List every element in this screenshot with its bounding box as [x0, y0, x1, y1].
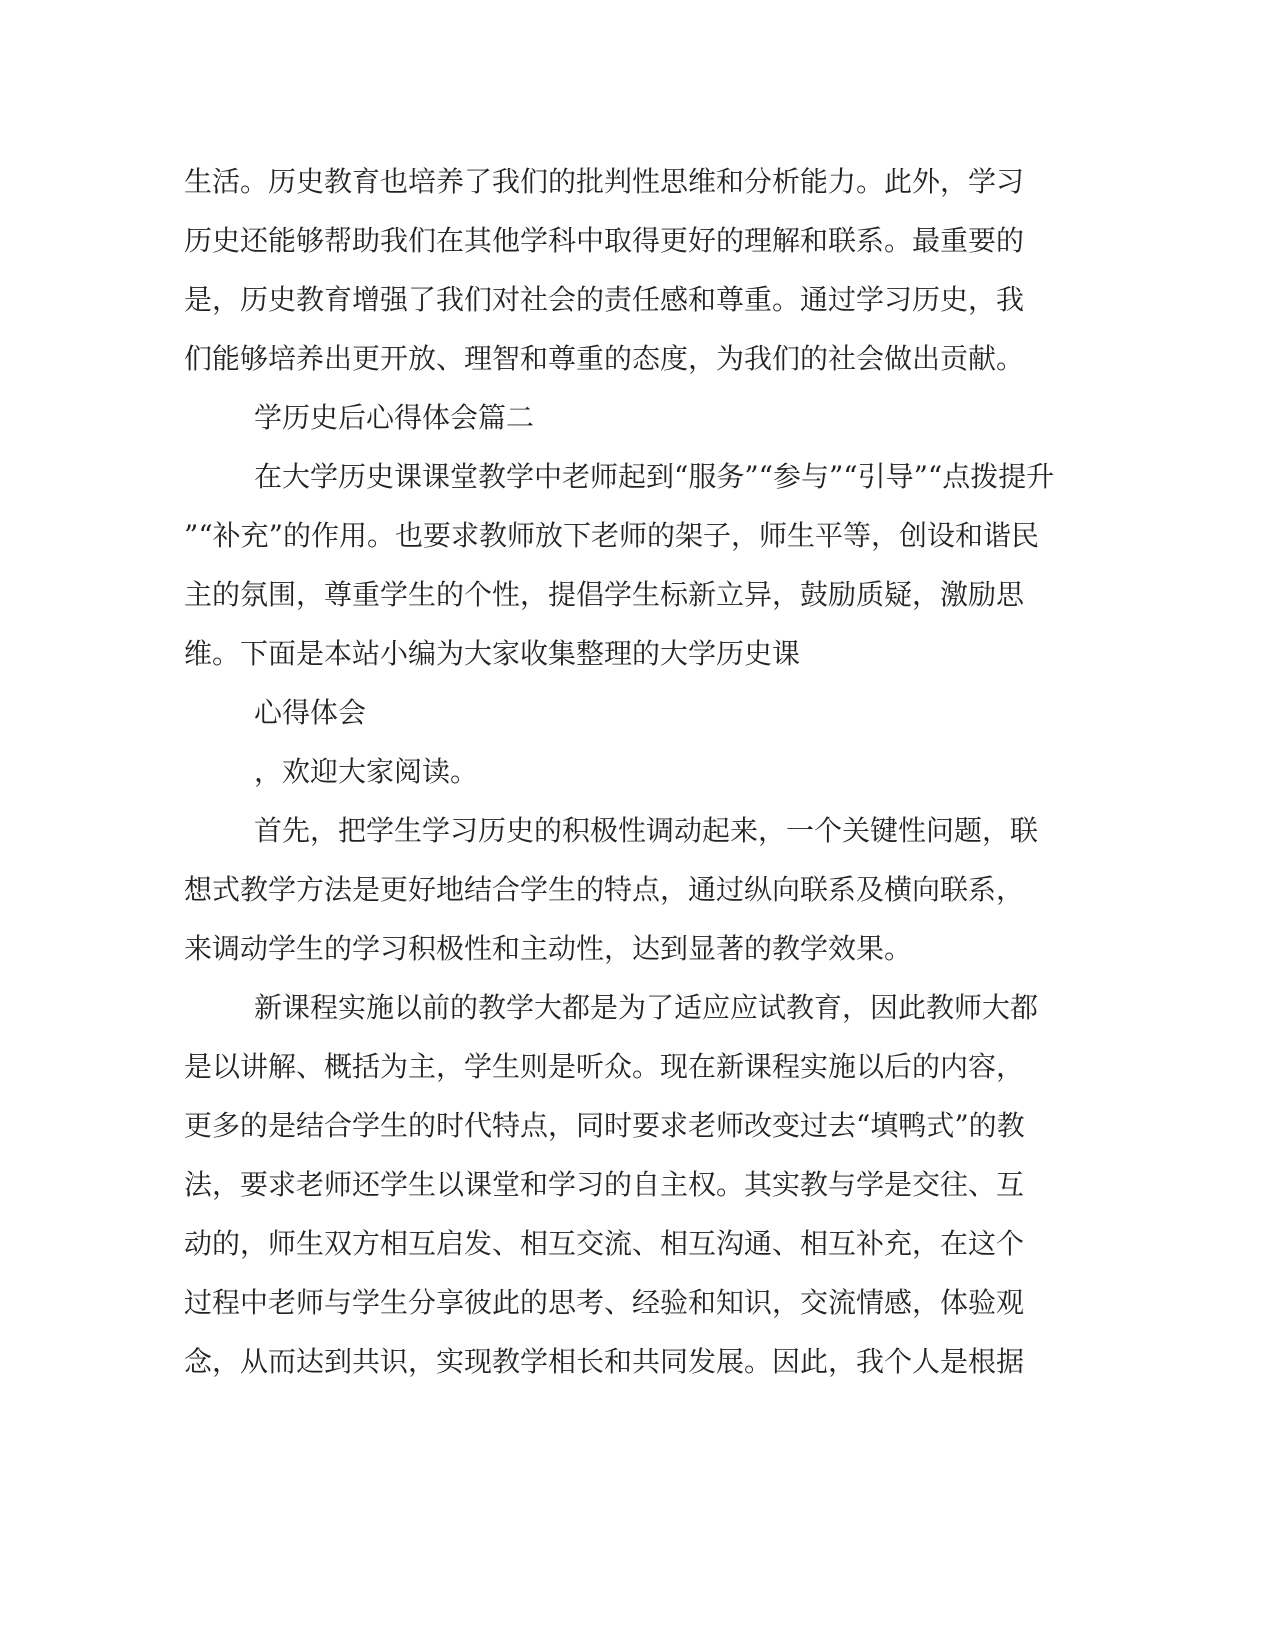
text-line: ，欢迎大家阅读。	[254, 755, 479, 788]
text-line: 是，历史教育增强了我们对社会的责任感和尊重。通过学习历史，我	[184, 283, 1025, 316]
text-line: 过程中老师与学生分享彼此的思考、经验和知识，交流情感，体验观	[184, 1286, 1025, 1319]
text-line: ”“补充”的作用。也要求教师放下老师的架子，师生平等，创设和谐民	[184, 519, 1039, 552]
text-line: 首先，把学生学习历史的积极性调动起来，一个关键性问题，联	[254, 814, 1039, 847]
text-line: 更多的是结合学生的时代特点，同时要求老师改变过去“填鸭式”的教	[184, 1109, 1025, 1142]
text-line: 主的氛围，尊重学生的个性，提倡学生标新立异，鼓励质疑，激励思	[184, 578, 1025, 611]
text-line: 是以讲解、概括为主，学生则是听众。现在新课程实施以后的内容，	[184, 1050, 1025, 1083]
text-line: 想式教学方法是更好地结合学生的特点，通过纵向联系及横向联系，	[184, 873, 1025, 906]
text-line: 新课程实施以前的教学大都是为了适应应试教育，因此教师大都	[254, 991, 1039, 1024]
text-line: 来调动学生的学习积极性和主动性，达到显著的教学效果。	[184, 932, 913, 965]
text-line: 历史还能够帮助我们在其他学科中取得更好的理解和联系。最重要的	[184, 224, 1025, 257]
section-heading: 学历史后心得体会篇二	[254, 401, 535, 434]
text-line: 念，从而达到共识，实现教学相长和共同发展。因此，我个人是根据	[184, 1345, 1025, 1378]
text-line: 心得体会	[254, 696, 367, 729]
text-line: 们能够培养出更开放、理智和尊重的态度，为我们的社会做出贡献。	[184, 342, 1025, 375]
text-line: 维。下面是本站小编为大家收集整理的大学历史课	[184, 637, 801, 670]
text-line: 法，要求老师还学生以课堂和学习的自主权。其实教与学是交往、互	[184, 1168, 1025, 1201]
text-line: 动的，师生双方相互启发、相互交流、相互沟通、相互补充，在这个	[184, 1227, 1025, 1260]
text-line: 生活。历史教育也培养了我们的批判性思维和分析能力。此外，学习	[184, 165, 1025, 198]
text-line: 在大学历史课课堂教学中老师起到“服务”“参与”“引导”“点拨提升	[254, 460, 1055, 493]
